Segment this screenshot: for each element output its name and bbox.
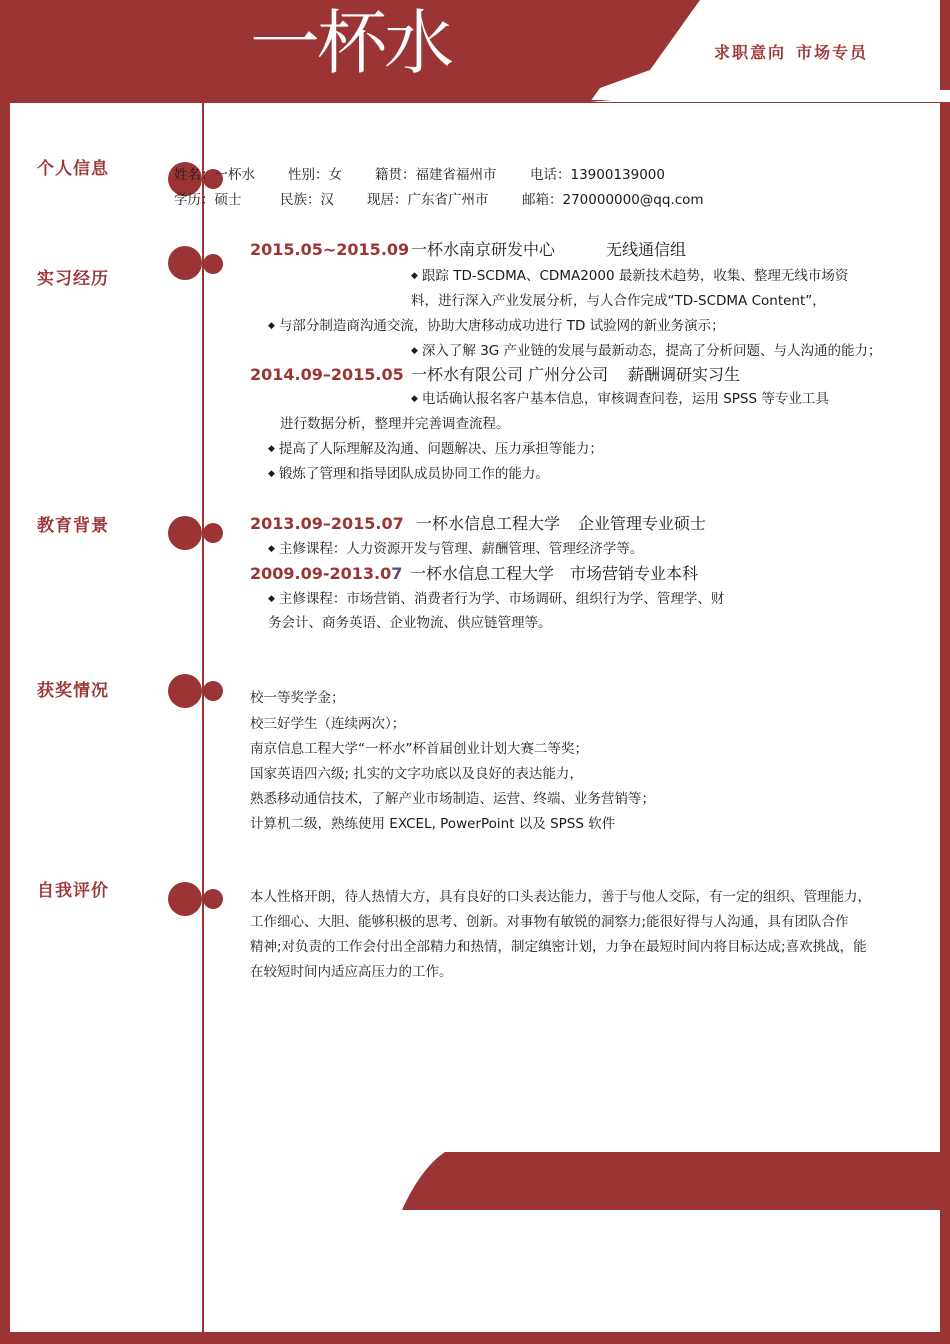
edu-courses: ◆ 主修课程：市场营销、消费者行为学、市场调研、组织行为学、管理学、财 — [268, 591, 725, 607]
timeline-dot-small — [203, 889, 223, 909]
section-title-awards: 获奖情况 — [37, 681, 109, 701]
job-intent-value: 市场专员 — [796, 43, 869, 62]
self-eval-line: 在较短时间内适应高压力的工作。 — [250, 964, 453, 980]
self-eval-line: 本人性格开朗，待人热情大方，具有良好的口头表达能力，善于与他人交际，有一定的组织、管理能力， — [250, 889, 871, 905]
job-bullet: ◆ 锻炼了管理和指导团队成员协同工作的能力。 — [268, 466, 549, 482]
award-item: 南京信息工程大学“一杯水”杯首届创业计划大赛二等奖； — [250, 741, 588, 757]
personal-gender: 性别：女 — [288, 167, 342, 183]
award-item: 熟悉移动通信技术，了解产业市场制造、运营、终端、业务营销等； — [250, 791, 655, 807]
job-entry-header — [250, 365, 404, 385]
personal-origin: 籍贯：福建省福州市 — [375, 167, 497, 183]
job-bullet-cont: 料，进行深入产业发展分析，与人合作完成“TD-SCDMA Content”， — [411, 293, 826, 309]
edu-school: 一杯水信息工程大学 — [416, 514, 561, 533]
job-org: 一杯水有限公司 广州分公司 — [411, 365, 609, 384]
edu-date: 2013.09–2015.07 — [250, 514, 404, 533]
award-item: 计算机二级，熟练使用 EXCEL, PowerPoint 以及 SPSS 软件 — [250, 816, 616, 832]
award-item: 国家英语四六级; 扎实的文字功底以及良好的表达能力， — [250, 766, 583, 782]
job-bullet: ◆ 深入了解 3G 产业链的发展与最新动态，提高了分析问题、与人沟通的能力； — [411, 343, 882, 359]
job-date: 2015.05~2015.09 — [250, 240, 410, 259]
job-bullet: ◆ 跟踪 TD-SCDMA、CDMA2000 最新技术趋势，收集、整理无线市场资 — [411, 268, 849, 284]
frame-bottom-border — [0, 1332, 950, 1344]
timeline-dot-small — [203, 254, 223, 274]
job-bullet: ◆ 电话确认报名客户基本信息，审核调查问卷，运用 SPSS 等专业工具 — [411, 391, 829, 407]
award-item: 校一等奖学金； — [250, 690, 345, 706]
job-bullet-cont: 进行数据分析，整理并完善调查流程。 — [280, 416, 510, 432]
personal-phone: 电话：13900139000 — [530, 167, 665, 183]
edu-courses-cont: 务会计、商务英语、企业物流、供应链管理等。 — [268, 615, 552, 631]
award-item: 校三好学生（连续两次）； — [250, 716, 406, 732]
timeline-dot-small — [203, 523, 223, 543]
timeline-dot-large — [168, 674, 202, 708]
personal-residence: 现居：广东省广州市 — [367, 192, 489, 208]
timeline-line — [202, 100, 204, 1332]
personal-email: 邮箱：270000000@qq.com — [522, 192, 704, 208]
edu-courses: ◆ 主修课程：人力资源开发与管理、薪酬管理、管理经济学等。 — [268, 541, 644, 557]
resume-name: 一杯水 — [250, 2, 451, 84]
self-eval-line: 精神;对负责的工作会付出全部精力和热情，制定缜密计划，力争在最短时间内将目标达成;喜欢挑战，能 — [250, 939, 867, 955]
job-team: 无线通信组 — [606, 240, 687, 259]
timeline-dot-large — [168, 516, 202, 550]
job-intent-label: 求职意向 — [714, 43, 787, 62]
job-bullet: ◆ 提高了人际理解及沟通、问题解决、压力承担等能力； — [268, 441, 603, 457]
job-bullet: ◆ 与部分制造商沟通交流，协助大唐移动成功进行 TD 试验网的新业务演示； — [268, 318, 725, 334]
job-team: 薪酬调研实习生 — [628, 365, 741, 384]
edu-major: 市场营销专业本科 — [570, 564, 699, 583]
frame-left-border — [0, 0, 10, 1344]
section-title-self: 自我评价 — [37, 881, 109, 901]
self-eval-line: 工作细心、大胆、能够积极的思考、创新。对事物有敏锐的洞察力;能很好得与人沟通，具有团队合作 — [250, 914, 849, 930]
edu-date: 2009.09-2013.07 — [250, 564, 403, 583]
timeline-dot-large — [168, 882, 202, 916]
section-title-education: 教育背景 — [37, 516, 109, 536]
personal-degree: 学历：硕士 — [174, 192, 242, 208]
section-title-internship: 实习经历 — [37, 269, 109, 289]
job-entry-header — [250, 240, 409, 260]
job-org: 一杯水南京研发中心 — [411, 240, 556, 259]
edu-major: 企业管理专业硕士 — [578, 514, 707, 533]
frame-right-border — [940, 0, 950, 1344]
timeline-dot-small — [203, 681, 223, 701]
timeline-dot-large — [168, 246, 202, 280]
job-date: 2014.09–2015.05 — [250, 365, 404, 384]
section-title-personal: 个人信息 — [37, 159, 109, 179]
personal-ethnicity: 民族：汉 — [280, 192, 334, 208]
edu-school: 一杯水信息工程大学 — [410, 564, 555, 583]
personal-name: 姓名：一杯水 — [174, 167, 255, 183]
job-intent — [714, 40, 868, 63]
